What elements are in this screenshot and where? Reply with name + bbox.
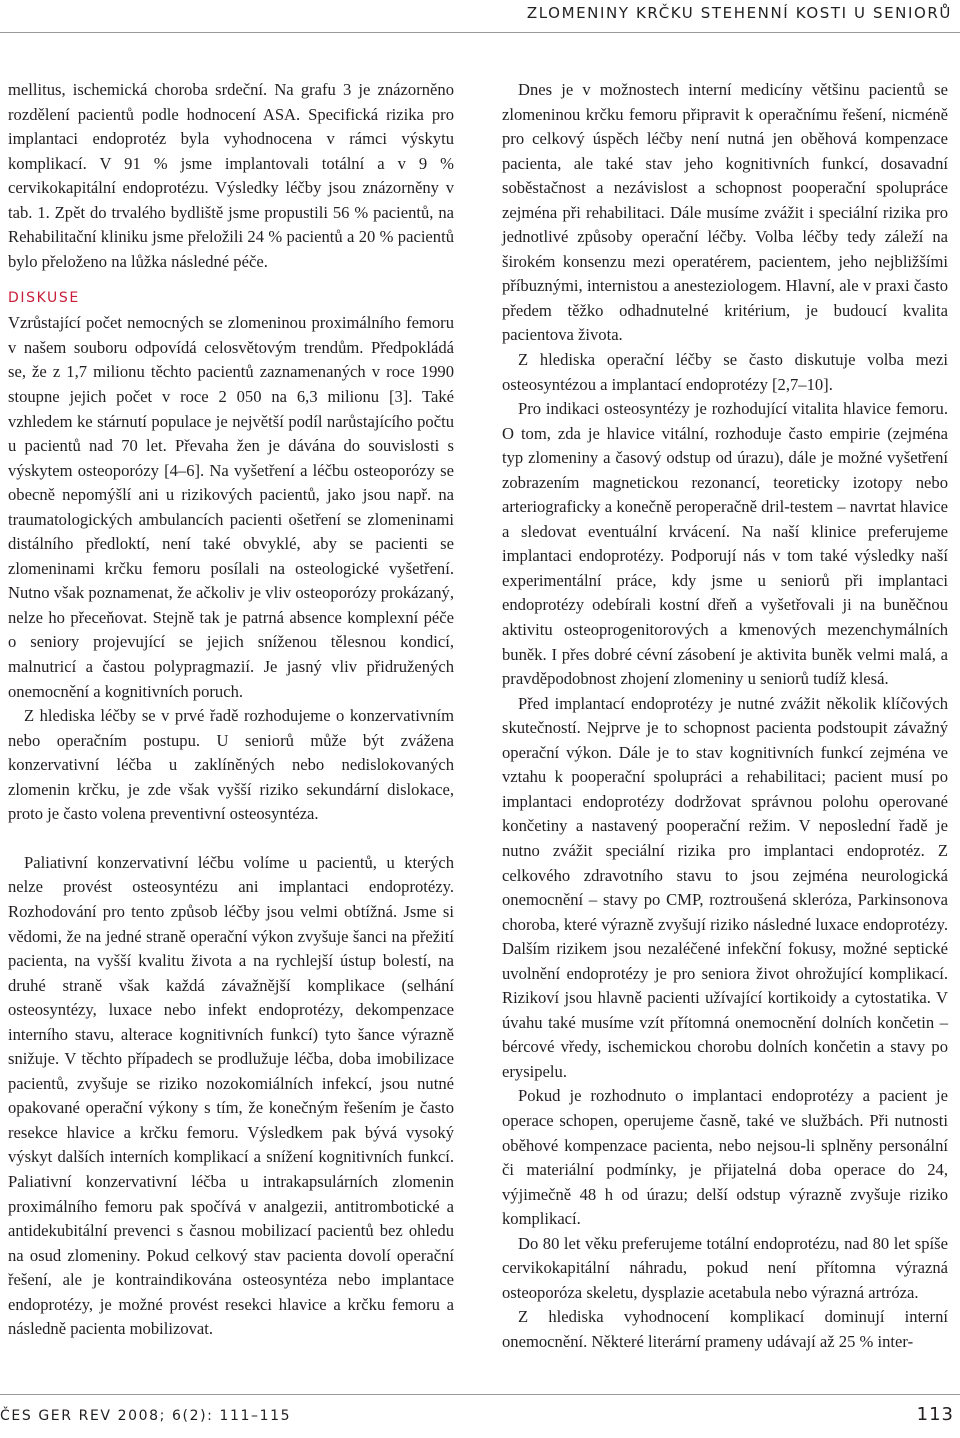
discussion-paragraph-1: Vzrůstající počet nemocných se zlomeninou proximálního femoru v našem souboru odpovídá celosvětovým trendům. Předpokládá se, že z 1,7 milionu těchto pacientů zaznamenaných v roce 1990 stoupne jejich počet v roce 2 050 na 6,3 milionu [3]. Také vzhledem ke stárnutí populace je největší podíl narůstajícího počtu u pacientů nad 70 let. Převaha žen je dávána do souvislosti s výskytem osteoporózy [4–6]. Na vyšetření a léčbu osteoporózy se obecně nepomýšlí ani u rizikových pacientů, jako jsou např. na traumatologických ambulancích pacienti ošetření se zlomeninami distálního předloktí, není také obvyklé, aby se pacienti se zlomeninami krčku femoru posílali na osteologické vyšetření. Nutno však poznamenat, že ačkoliv je vliv osteoporózy prokázaný, nelze ho přeceňovat. Stejně tak je patrná absence komplexní péče o seniory projevující se jejich sníženou tělesnou kondicí, malnutricí a častou polypragmazií. Je jasný vliv přidružených onemocnění a kognitivních poruch.: [8, 313, 454, 701]
right-paragraph-2: Z hlediska operační léčby se často diskutuje volba mezi osteosyntézou a implantací endoprotézy [2,7–10].: [502, 350, 948, 394]
page-number: 113: [916, 1404, 954, 1425]
running-title: ZLOMENINY KRČKU STEHENNÍ KOSTI U SENIORŮ: [526, 4, 952, 22]
results-paragraph: mellitus, ischemická choroba srdeční. Na grafu 3 je znázorněno rozdělení pacientů podle hodnocení ASA. Specifická rizika pro implantaci endoprotéz byla vyhodnocena v rámci výskytu komplikací. V 91 % jsme implantovali totální a v 9 % cervikokapitální endoprotézu. Výsledky léčby jsou znázorněny v tab. 1. Zpět do trvalého bydliště jsme propustili 56 % pacientů, na Rehabilitační kliniku jsme přeložili 24 % pacientů a 20 % pacientů bylo přeloženo na lůžka následné péče.: [8, 80, 454, 271]
right-column: [502, 78, 948, 1354]
footer-divider: [0, 1394, 960, 1395]
left-column: [8, 78, 454, 1342]
right-paragraph-1: Dnes je v možnostech interní medicíny většinu pacientů se zlomeninou krčku femoru připravit k operačnímu řešení, nicméně pro celkový úspěch léčby není nutná jen oběhová kompenzace pacienta, ale také stav jeho kognitivních funkcí, dosavadní soběstačnost a nezávislost a schopnost pooperační spolupráce zejména při rehabilitaci. Dále musíme zvážit i speciální rizika pro jednotlivé způsoby operační léčby. Volba léčby tedy záleží na širokém konsenzu mezi operatérem, pacientem, jeho nejbližšími příbuznými, internistou a anesteziologem. Hlavní, ale v praxi často předem těžko odhadnutelné kritérium, je budoucí kvalita pacientova života.: [502, 80, 948, 345]
right-paragraph-6: Do 80 let věku preferujeme totální endoprotézu, nad 80 let spíše cervikokapitální náhradu, pokud není přítomna výrazná osteoporóza skeletu, dysplazie acetabula nebo výrazná artróza.: [502, 1233, 948, 1302]
section-heading-diskuse: DISKUSE: [8, 290, 80, 307]
right-paragraph-7: Z hlediska vyhodnocení komplikací dominují interní onemocnění. Některé literární prameny udávají až 25 % inter-: [502, 1307, 948, 1351]
journal-citation: ČES GER REV 2008; 6(2): 111–115: [0, 1408, 292, 1424]
right-paragraph-5: Pokud je rozhodnuto o implantaci endoprotézy a pacient je operace schopen, operujeme časně, také ve službách. Při nutnosti oběhové kompenzace pacienta, nebo nejsou-li splněny personální či materiální podmínky, je přijatelná doba operace do 24, výjimečně 48 h od úrazu; delší odstup výrazně zvyšuje riziko komplikací.: [502, 1086, 948, 1229]
right-paragraph-3: Pro indikaci osteosyntézy je rozhodující vitalita hlavice femoru. O tom, zda je hlavice vitální, rozhoduje často empirie (zejména typ zlomeniny a časový odstup od úrazu), dále je možné vyšetření zobrazením magnetickou rezonancí, teoreticky izotopy nebo arteriograficky a konečně peroperačně dril-testem – navrtat hlavice a sledovat eventuální krvácení. Na naší klinice preferujeme implantaci endoprotézy. Podporují nás v tom také výsledky naší experimentální práce, kdy jsme u seniorů při implantaci endoprotézy odebírali kostní dřeň a vyšetřovali ji na buněčnou aktivitu osteoprogenitorových a kmenových mezenchymálních buněk. I přes dobré cévní zásobení je aktivita buněk velmi malá, a pravděpodobnost zhojení zlomeniny u seniorů tudíž klesá.: [502, 399, 948, 689]
header-divider: [0, 32, 960, 33]
discussion-paragraph-2: Z hlediska léčby se v prvé řadě rozhodujeme o konzervativním nebo operačním postupu. U seniorů může být zvážena konzervativní léčba u zaklíněných nebo nedislokovaných zlomenin krčku, je zde však vyšší riziko sekundární dislokace, proto je často volena preventivní osteosyntéza.: [8, 706, 454, 824]
right-paragraph-4: Před implantací endoprotézy je nutné zvážit několik klíčových skutečností. Nejprve je to schopnost pacienta podstoupit závažný operační výkon. Dále je to stav kognitivních funkcí zejména ve vztahu k pooperační spolupráci a rehabilitaci; pacient musí po implantaci endoprotézy dodržovat správnou polohu operované končetiny a nastavený pooperační režim. V neposlední řadě je nutno zvážit speciální rizika pro implantaci endoprotéz. Z celkového zdravotního stavu to jsou zejména neurologická onemocnění – stavy po CMP, roztroušená skleróza, Parkinsonova choroba, které výrazně zvyšují riziko následné luxace endoprotézy. Dalším rizikem jsou nezaléčené infekční fokusy, možné septické uvolnění endoprotézy je pro seniora život ohrožující komplikací. Rizikoví jsou hlavně pacienti užívající kortikoidy a cytostatika. V úvahu také musíme vzít přítomná onemocnění dolních končetin – bércové vředy, ischemickou chorobu dolních končetin a stavy po erysipelu.: [502, 693, 948, 1081]
discussion-paragraph-3: Paliativní konzervativní léčbu volíme u pacientů, u kterých nelze provést osteosyntézu ani implantaci endoprotézy. Rozhodování pro tento způsob léčby jsou velmi obtížná. Jsme si vědomi, že na jedné straně operační výkon zvyšuje šanci na přežití pacienta, na vyšší kvalitu života a na rychlejší ústup bolestí, na druhé straně však každá závažnější komplikace (selhání osteosyntézy, luxace nebo infekt endoprotézy, dekompenzace interního stavu, alterace kognitivních funkcí) tyto šance výrazně snižuje. V těchto případech se prodlužuje léčba, doba imobilizace pacientů, zvyšuje se riziko nozokomiálních infekcí, jsou nutné opakované operační výkony s tím, že konečným řešením je často resekce hlavice a krčku femoru. Výsledkem pak bývá vysoký výskyt dalších interních komplikací a snížení kognitivních funkcí. Paliativní konzervativní léčba u intrakapsulárních zlomenin proximálního femoru pak spočívá v analgezii, antitrombotické a antidekubitální prevenci s časnou mobilizací pacientů bez ohledu na osud zlomeniny. Pokud celkový stav pacienta dovolí operační řešení, ale je kontraindikována osteosyntéza nebo implantace endoprotézy, je možné provést resekci hlavice a krčku femoru a následně pacienta mobilizovat.: [8, 852, 454, 1339]
